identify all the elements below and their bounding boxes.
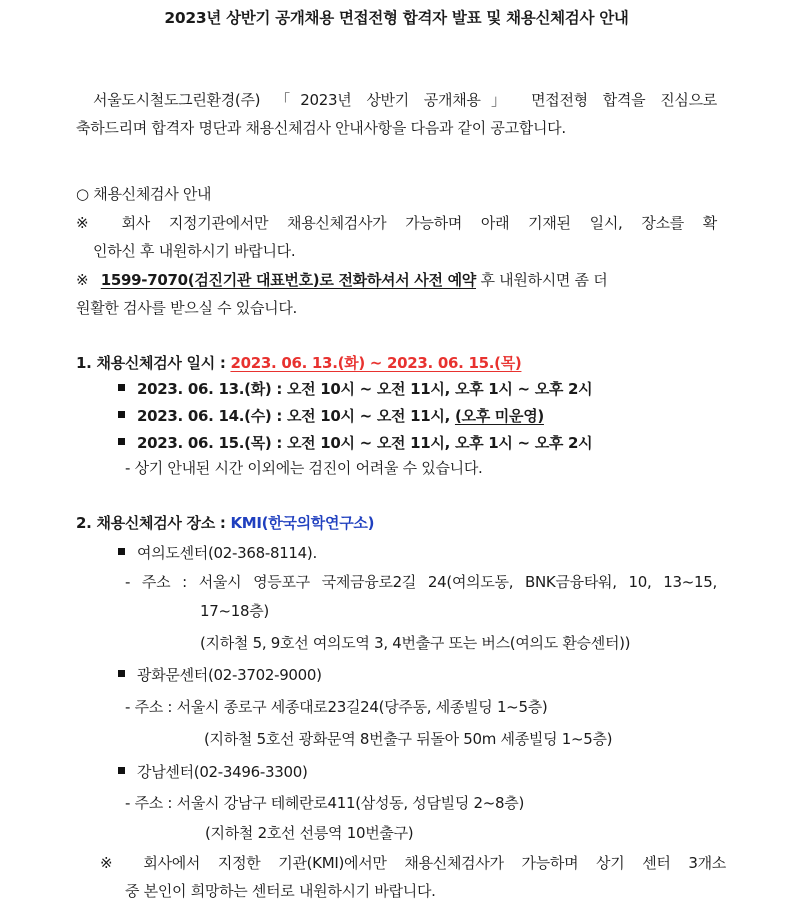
location-label: 2. 채용신체검사 장소 : <box>76 514 231 532</box>
schedule-heading <box>76 353 521 373</box>
guide-note-2-line-1 <box>76 270 607 290</box>
bullet-square-icon <box>118 670 125 677</box>
center-name: 여의도센터(02-368-8114). <box>118 543 317 563</box>
schedule-item: 2023. 06. 15.(목) : 오전 10시 ~ 오전 11시, 오후 1시 ~ 오후 2시 <box>118 433 592 453</box>
center-transit: (지하철 5, 9호선 여의도역 3, 4번출구 또는 버스(여의도 환승센터)) <box>200 634 631 652</box>
schedule-label: 1. 채용신체검사 일시 : <box>76 354 231 372</box>
guide-note-2-line-2: 원활한 검사를 받으실 수 있습니다. <box>76 299 298 317</box>
schedule-item: 2023. 06. 13.(화) : 오전 10시 ~ 오전 11시, 오후 1시 ~ 오후 2시 <box>118 379 592 399</box>
schedule-note: - 상기 안내된 시간 이외에는 검진이 어려울 수 있습니다. <box>125 459 483 477</box>
bullet-square-icon <box>118 411 125 418</box>
bullet-square-icon <box>118 384 125 391</box>
center-name: 광화문센터(02-3702-9000) <box>118 665 322 685</box>
page-title: 2023년 상반기 공개채용 면접전형 합격자 발표 및 채용신체검사 안내 <box>164 9 629 27</box>
bullet-square-icon <box>118 438 125 445</box>
reservation-phone: 1599-7070(검진기관 대표번호)로 전화하셔서 사전 예약 <box>100 271 476 289</box>
footer-note-line-1: ※ 회사에서 지정한 기관(KMI)에서만 채용신체검사가 가능하며 상기 센터 3개소 <box>100 854 726 872</box>
intro-line-2: 축하드리며 합격자 명단과 채용신체검사 안내사항을 다음과 같이 공고합니다. <box>76 119 566 137</box>
schedule-range: 2023. 06. 13.(화) ~ 2023. 06. 15.(목) <box>230 354 522 372</box>
guide-note-1-line-2: 인하신 후 내원하시기 바랍니다. <box>93 242 296 260</box>
guide-heading: ○ 채용신체검사 안내 <box>76 185 212 203</box>
location-heading <box>76 513 374 533</box>
note-mark: ※ <box>76 271 89 289</box>
footer-note-line-2: 중 본인이 희망하는 센터로 내원하시기 바랍니다. <box>125 882 436 900</box>
center-address: - 주소 : 서울시 강남구 테헤란로411(삼성동, 성담빌딩 2~8층) <box>125 794 525 812</box>
center-address: - 주소 : 서울시 영등포구 국제금융로2길 24(여의도동, BNK금융타워, 10, 13~15, <box>125 573 717 591</box>
note-2-rest: 후 내원하시면 좀 더 <box>476 271 608 289</box>
location-org: KMI(한국의학연구소) <box>230 514 375 532</box>
schedule-item: 2023. 06. 14.(수) : 오전 10시 ~ 오전 11시, (오후 미운영) <box>118 406 544 426</box>
center-address-line-2: 17~18층) <box>200 602 269 620</box>
center-transit: (지하철 2호선 선릉역 10번출구) <box>205 824 414 842</box>
bullet-square-icon <box>118 548 125 555</box>
center-name: 강남센터(02-3496-3300) <box>118 762 308 782</box>
no-afternoon-note: (오후 미운영) <box>454 407 544 425</box>
guide-note-1-line-1: ※ 회사 지정기관에서만 채용신체검사가 가능하며 아래 기재된 일시, 장소를 확 <box>76 214 717 232</box>
intro-line-1: 서울도시철도그린환경(주) 「2023년 상반기 공개채용」 면접전형 합격을 진심으로 <box>93 91 717 109</box>
center-transit: (지하철 5호선 광화문역 8번출구 뒤돌아 50m 세종빌딩 1~5층) <box>204 730 613 748</box>
bullet-square-icon <box>118 767 125 774</box>
center-address: - 주소 : 서울시 종로구 세종대로23길24(당주동, 세종빌딩 1~5층) <box>125 698 548 716</box>
